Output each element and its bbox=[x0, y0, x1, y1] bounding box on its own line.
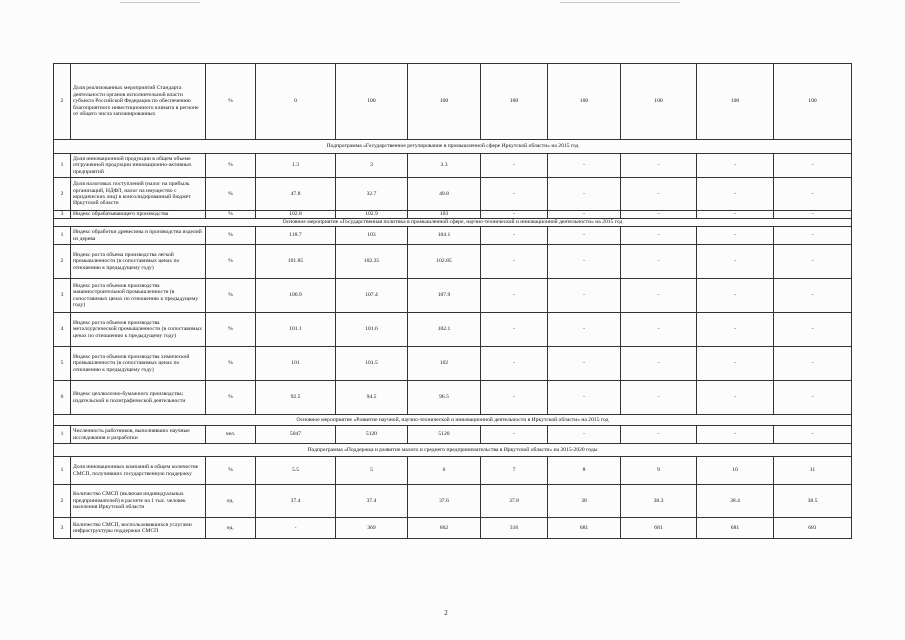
indicator-name-cell: Индекс роста объемов производства химической промышленности (в сопоставимых ценах по отношению к предыдущему году) bbox=[71, 347, 206, 381]
value-cell: - bbox=[774, 178, 852, 211]
value-cell: - bbox=[481, 178, 548, 211]
value-cell: 9 bbox=[621, 457, 697, 485]
value-cell: 8 bbox=[548, 457, 621, 485]
section-header-row bbox=[54, 415, 852, 426]
row-number-cell: 4 bbox=[54, 313, 71, 347]
value-cell: - bbox=[481, 279, 548, 313]
value-cell: 5047 bbox=[256, 426, 336, 444]
value-cell: - bbox=[774, 245, 852, 279]
value-cell: 681 bbox=[548, 518, 621, 539]
indicator-name-cell: Доля инновационной продукции в общем объеме отгруженной продукции инновационно-активных предприятий bbox=[71, 154, 206, 178]
value-cell: - bbox=[774, 279, 852, 313]
value-cell: 38 bbox=[548, 485, 621, 518]
table-row bbox=[54, 518, 852, 539]
section-header-row bbox=[54, 140, 852, 154]
value-cell: 6 bbox=[408, 457, 481, 485]
value-cell: 100 bbox=[774, 64, 852, 140]
value-cell: - bbox=[548, 381, 621, 415]
section-header-row bbox=[54, 219, 852, 227]
value-cell: - bbox=[548, 279, 621, 313]
value-cell: 11 bbox=[774, 457, 852, 485]
value-cell: - bbox=[548, 227, 621, 245]
value-cell: - bbox=[621, 211, 697, 219]
table-row bbox=[54, 485, 852, 518]
value-cell: 5120 bbox=[408, 426, 481, 444]
indicator-name-cell: Доля инновационных компаний в общем количестве СМСП, получивших государственную поддержку bbox=[71, 457, 206, 485]
value-cell: - bbox=[548, 426, 621, 444]
row-number-cell: 3 bbox=[54, 518, 71, 539]
value-cell: - bbox=[621, 154, 697, 178]
row-number-cell: 2 bbox=[54, 178, 71, 211]
value-cell: 1.3 bbox=[256, 154, 336, 178]
value-cell: 102 bbox=[408, 347, 481, 381]
value-cell: - bbox=[481, 245, 548, 279]
table-row bbox=[54, 347, 852, 381]
value-cell: - bbox=[621, 426, 697, 444]
section-title: Основное мероприятие «Государственная политика в промышленной сфере, научно-технической и инновационной деятельности» на 2015 год bbox=[54, 219, 852, 227]
value-cell: 96.5 bbox=[408, 381, 481, 415]
table-row bbox=[54, 313, 852, 347]
value-cell: 5120 bbox=[336, 426, 408, 444]
row-number-cell: 1 bbox=[54, 227, 71, 245]
indicator-name-cell: Количество СМСП, воспользовавшихся услугами инфраструктуры поддержки СМСП bbox=[71, 518, 206, 539]
unit-cell: % bbox=[206, 245, 256, 279]
value-cell: 7 bbox=[481, 457, 548, 485]
unit-cell: % bbox=[206, 154, 256, 178]
table-row bbox=[54, 154, 852, 178]
value-cell: 10 bbox=[697, 457, 774, 485]
scan-artifact bbox=[120, 2, 200, 3]
value-cell: - bbox=[481, 347, 548, 381]
value-cell: 316 bbox=[481, 518, 548, 539]
row-number-cell: 1 bbox=[54, 457, 71, 485]
scan-artifact bbox=[560, 2, 680, 3]
value-cell: - bbox=[481, 426, 548, 444]
indicator-name-cell: Индекс роста объемов производства металлургической промышленности (в сопоставимых ценах по отношению к предыдущему году) bbox=[71, 313, 206, 347]
value-cell: - bbox=[697, 347, 774, 381]
value-cell: - bbox=[481, 211, 548, 219]
indicator-name-cell: Индекс роста объемов производства машиностроительной промышленности (в сопоставимых ценах по отношению к предыдущему году) bbox=[71, 279, 206, 313]
section-title: Основное мероприятие «Развитие научной, научно-технической и инновационной деятельности в Иркутской области» на 2015 год bbox=[54, 415, 852, 426]
value-cell: - bbox=[621, 227, 697, 245]
value-cell: 100 bbox=[697, 64, 774, 140]
row-number-cell: 5 bbox=[54, 347, 71, 381]
unit-cell: % bbox=[206, 64, 256, 140]
value-cell: 101.85 bbox=[256, 245, 336, 279]
value-cell: 100 bbox=[481, 64, 548, 140]
value-cell: - bbox=[481, 154, 548, 178]
value-cell: - bbox=[621, 381, 697, 415]
value-cell: 38.3 bbox=[621, 485, 697, 518]
row-number-cell: 2 bbox=[54, 245, 71, 279]
indicator-name-cell: Доля налоговых поступлений (налог на прибыль организаций, НДФЛ, налог на имущество с юридических лиц) в консолидированный бюджет Иркутской области bbox=[71, 178, 206, 211]
indicator-name-cell: Индекс целлюлозно-бумажного производства; издательской и полиграфической деятельности bbox=[71, 381, 206, 415]
value-cell: 102.35 bbox=[336, 245, 408, 279]
row-number-cell: 2 bbox=[54, 64, 71, 140]
row-number-cell: 1 bbox=[54, 426, 71, 444]
value-cell: - bbox=[621, 245, 697, 279]
table-body bbox=[54, 64, 852, 539]
value-cell: 100 bbox=[408, 64, 481, 140]
value-cell: 100 bbox=[548, 64, 621, 140]
unit-cell: % bbox=[206, 211, 256, 219]
value-cell: - bbox=[621, 279, 697, 313]
row-number-cell: 3 bbox=[54, 279, 71, 313]
section-title: Подпрограмма «Государственное регулирование в промышленной сфере Иркутской области» на 2015 год bbox=[54, 140, 852, 154]
value-cell: 92.5 bbox=[256, 381, 336, 415]
value-cell: 102.85 bbox=[408, 245, 481, 279]
value-cell: 104.1 bbox=[408, 227, 481, 245]
table-row bbox=[54, 245, 852, 279]
unit-cell: % bbox=[206, 313, 256, 347]
value-cell: 102.1 bbox=[408, 313, 481, 347]
value-cell: 47.8 bbox=[256, 178, 336, 211]
unit-cell: % bbox=[206, 381, 256, 415]
table-row bbox=[54, 64, 852, 140]
value-cell: 662 bbox=[408, 518, 481, 539]
value-cell: 38.4 bbox=[697, 485, 774, 518]
value-cell: - bbox=[774, 347, 852, 381]
value-cell: - bbox=[697, 227, 774, 245]
value-cell: 100 bbox=[336, 64, 408, 140]
value-cell: 106.9 bbox=[256, 279, 336, 313]
value-cell: - bbox=[697, 154, 774, 178]
value-cell: 103 bbox=[336, 227, 408, 245]
value-cell: - bbox=[548, 313, 621, 347]
value-cell: - bbox=[697, 211, 774, 219]
indicator-name-cell: Индекс роста объема производства легкой промышленности (в сопоставимых ценах по отношению к предыдущему году) bbox=[71, 245, 206, 279]
value-cell: - bbox=[621, 347, 697, 381]
table-row bbox=[54, 211, 852, 219]
value-cell: 40.8 bbox=[408, 178, 481, 211]
table-row bbox=[54, 178, 852, 211]
section-header-row bbox=[54, 444, 852, 457]
table-row bbox=[54, 426, 852, 444]
value-cell: 681 bbox=[697, 518, 774, 539]
value-cell: 101.1 bbox=[256, 313, 336, 347]
value-cell: - bbox=[256, 518, 336, 539]
value-cell: - bbox=[548, 154, 621, 178]
value-cell: 681 bbox=[621, 518, 697, 539]
value-cell: - bbox=[774, 381, 852, 415]
value-cell: 3.3 bbox=[408, 154, 481, 178]
value-cell: - bbox=[548, 178, 621, 211]
indicator-name-cell: Доля реализованных мероприятий Стандарта деятельности органов исполнительной власти субъекта Российской Федерации по обеспечению благоприятного инвестиционного климата в регионе от общего числа запланированных bbox=[71, 64, 206, 140]
value-cell: - bbox=[621, 178, 697, 211]
value-cell: 94.5 bbox=[336, 381, 408, 415]
value-cell: 107.9 bbox=[408, 279, 481, 313]
value-cell: - bbox=[697, 245, 774, 279]
value-cell: 681 bbox=[774, 518, 852, 539]
indicator-name-cell: Индекс обрабатывающего производства bbox=[71, 211, 206, 219]
value-cell: 38.5 bbox=[774, 485, 852, 518]
page-number: 2 bbox=[444, 609, 448, 617]
value-cell: 37.6 bbox=[408, 485, 481, 518]
value-cell: - bbox=[697, 426, 774, 444]
value-cell: - bbox=[481, 313, 548, 347]
unit-cell: ед. bbox=[206, 518, 256, 539]
indicators-table bbox=[53, 63, 852, 539]
table-row bbox=[54, 457, 852, 485]
value-cell: 5 bbox=[336, 457, 408, 485]
value-cell: - bbox=[548, 211, 621, 219]
table-row bbox=[54, 381, 852, 415]
row-number-cell: 1 bbox=[54, 154, 71, 178]
unit-cell: % bbox=[206, 279, 256, 313]
value-cell: - bbox=[774, 227, 852, 245]
unit-cell: ед. bbox=[206, 485, 256, 518]
value-cell: 37.4 bbox=[256, 485, 336, 518]
value-cell: - bbox=[548, 347, 621, 381]
value-cell: - bbox=[697, 279, 774, 313]
value-cell: 107.4 bbox=[336, 279, 408, 313]
value-cell: 118.7 bbox=[256, 227, 336, 245]
value-cell: - bbox=[621, 313, 697, 347]
row-number-cell: 2 bbox=[54, 485, 71, 518]
value-cell: 100 bbox=[621, 64, 697, 140]
indicator-name-cell: Индекс обработки древесины и производства изделий из дерева bbox=[71, 227, 206, 245]
value-cell: 103 bbox=[408, 211, 481, 219]
row-number-cell: 6 bbox=[54, 381, 71, 415]
indicator-name-cell: Численность работников, выполнявших научные исследования и разработки bbox=[71, 426, 206, 444]
value-cell: - bbox=[774, 313, 852, 347]
value-cell: 3 bbox=[336, 154, 408, 178]
value-cell: - bbox=[481, 227, 548, 245]
value-cell: 102.9 bbox=[336, 211, 408, 219]
value-cell: - bbox=[481, 381, 548, 415]
unit-cell: % bbox=[206, 457, 256, 485]
value-cell: 5.5 bbox=[256, 457, 336, 485]
value-cell: 101.5 bbox=[336, 347, 408, 381]
unit-cell: % bbox=[206, 347, 256, 381]
value-cell: - bbox=[774, 211, 852, 219]
section-title: Подпрограмма «Поддержка и развитие малого и среднего предпринимательства в Иркутской области» на 2015-2020 годы bbox=[54, 444, 852, 457]
row-number-cell: 3 bbox=[54, 211, 71, 219]
unit-cell: % bbox=[206, 178, 256, 211]
unit-cell: % bbox=[206, 227, 256, 245]
unit-cell: чел. bbox=[206, 426, 256, 444]
value-cell: - bbox=[548, 245, 621, 279]
value-cell: - bbox=[697, 178, 774, 211]
value-cell: 32.7 bbox=[336, 178, 408, 211]
value-cell: 101 bbox=[256, 347, 336, 381]
value-cell: 101.6 bbox=[336, 313, 408, 347]
value-cell: - bbox=[774, 426, 852, 444]
value-cell: 37.8 bbox=[481, 485, 548, 518]
value-cell: - bbox=[697, 381, 774, 415]
value-cell: - bbox=[774, 154, 852, 178]
value-cell: 102.8 bbox=[256, 211, 336, 219]
table-row bbox=[54, 279, 852, 313]
value-cell: - bbox=[697, 313, 774, 347]
table-row bbox=[54, 227, 852, 245]
indicator-name-cell: Количество СМСП (включая индивидуальных предпринимателей) в расчете на 1 тыс. человек населения Иркутской области bbox=[71, 485, 206, 518]
value-cell: 369 bbox=[336, 518, 408, 539]
value-cell: 0 bbox=[256, 64, 336, 140]
value-cell: 37.4 bbox=[336, 485, 408, 518]
